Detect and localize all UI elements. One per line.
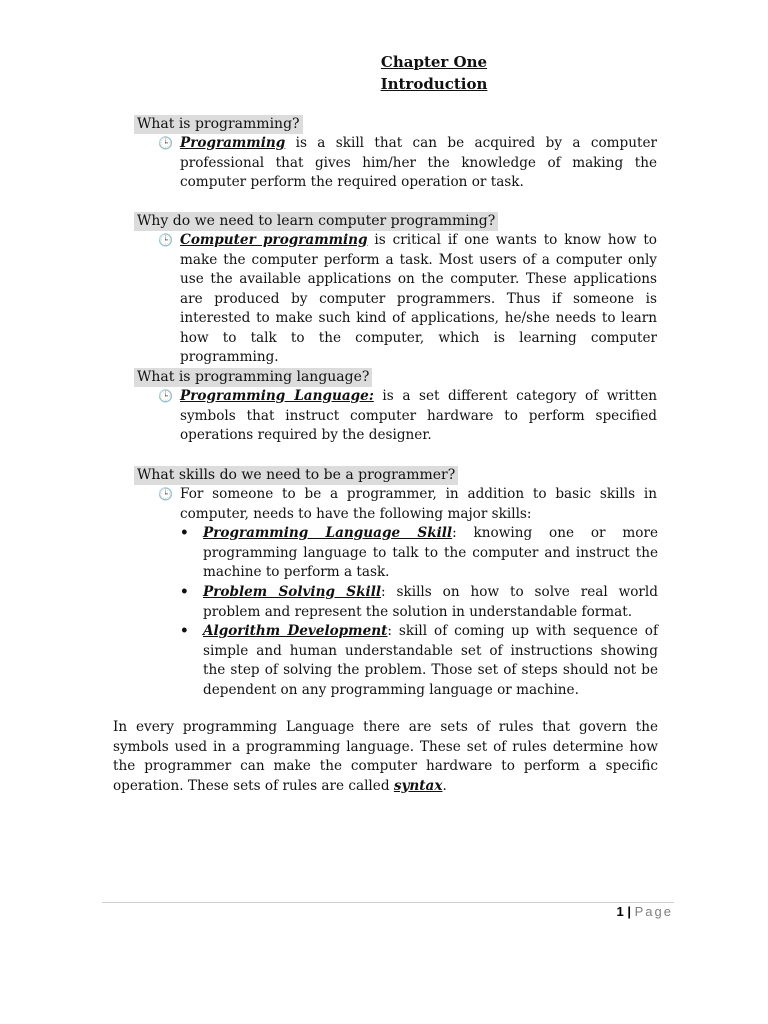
section-heading-skills: What skills do we need to be a programmer?	[134, 466, 458, 485]
skills-intro-text: For someone to be a programmer, in addition to basic skills in computer, needs to have the following major skills:	[180, 486, 657, 522]
skill-term: Programming Language Skill	[203, 525, 453, 541]
term: Computer programming	[180, 232, 368, 248]
clock-icon: 🕒	[158, 136, 173, 150]
disc-bullet-icon: •	[180, 525, 189, 541]
paragraph-text: In every programming Language there are sets of rules that govern the symbols used in a programming language. These set of rules determine how the programmer can make the computer hardware to perform a specific operation. These sets of rules are called	[113, 719, 658, 794]
bullet-programming	[158, 134, 657, 193]
skill-text: : skills on how to solve real world problem and represent the solution in understandable format.	[203, 584, 658, 620]
clock-icon: 🕒	[158, 233, 173, 247]
footer-divider	[102, 902, 674, 903]
skill-item	[180, 524, 658, 583]
term: Programming Language:	[180, 388, 374, 404]
section-heading-programming-language: What is programming language?	[134, 368, 372, 387]
skill-text: : knowing one or more programming language to talk to the computer and instruct the machine to perform a task.	[203, 525, 658, 580]
definition: is a set different category of written symbols that instruct computer hardware to perform specified operations required by the designer.	[180, 388, 657, 443]
chapter-subtitle: Introduction	[380, 75, 488, 93]
clock-icon: 🕒	[158, 389, 173, 403]
page-label: Page	[634, 904, 673, 919]
skill-term: Problem Solving Skill	[203, 584, 382, 600]
paragraph-end: .	[442, 777, 447, 794]
clock-icon: 🕒	[158, 487, 173, 501]
page-number: 1	[616, 904, 624, 919]
definition: is a skill that can be acquired by a computer professional that gives him/her the knowledge of making the computer perform the required operation or task.	[180, 135, 657, 190]
skill-text: : skill of coming up with sequence of simple and human understandable set of instructions showing the step of solving the problem. Those set of steps should not be dependent on any programming language or machine.	[203, 623, 658, 698]
section-heading-programming: What is programming?	[134, 115, 303, 134]
skill-item	[180, 622, 658, 700]
bullet-skills-intro	[158, 485, 657, 524]
term: Programming	[180, 135, 286, 151]
definition: is critical if one wants to know how to make the computer perform a task. Most users of a computer only use the available applications on the computer. These applications are produced by computer programmers. Thus if someone is interested to make such kind of applications, he/she needs to learn how to talk to the computer, which is learning computer programming.	[180, 232, 657, 365]
disc-bullet-icon: •	[180, 623, 189, 639]
section-heading-why-learn: Why do we need to learn computer programming?	[134, 212, 498, 231]
chapter-title: Chapter One	[380, 53, 488, 71]
page-footer	[617, 904, 674, 919]
skill-term: Algorithm Development	[203, 623, 388, 639]
syntax-term: syntax	[393, 777, 443, 794]
bullet-programming-language	[158, 387, 657, 446]
skill-item	[180, 583, 658, 622]
footer-separator: |	[627, 904, 631, 919]
bullet-computer-programming	[158, 231, 657, 368]
disc-bullet-icon: •	[180, 584, 189, 600]
syntax-paragraph	[113, 718, 658, 796]
